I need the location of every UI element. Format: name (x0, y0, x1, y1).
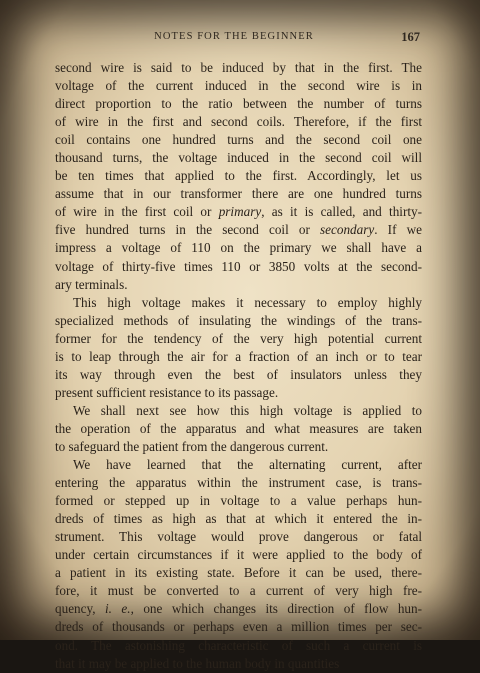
text-line: voltage of the current induced in the second wire is in (55, 78, 422, 94)
text-line: assume that in our transformer there are one hundred turns (55, 186, 422, 202)
text-line: five hundred turns in the second coil or secondary. If we (55, 222, 422, 238)
text-line: We shall next see how this high voltage is applied to (73, 402, 422, 418)
text-line: of wire in the first coil or primary, as it is called, and thirty- (55, 204, 422, 220)
paragraph (55, 294, 422, 402)
page-header (48, 31, 420, 47)
text-line: the operation of the apparatus and what measures are taken (55, 420, 422, 436)
text-line: dreds of thousands or perhaps even a million times per sec- (55, 619, 422, 635)
text-line: formed or stepped up in voltage to a value perhaps hun- (55, 493, 422, 509)
running-head: NOTES FOR THE BEGINNER (154, 31, 314, 42)
text-line: ary terminals. (55, 276, 128, 292)
text-line: a patient in its existing state. Before it can be used, there- (55, 565, 422, 581)
paragraph (55, 402, 422, 456)
text-line: dreds of times as high as that at which it entered the in- (55, 511, 422, 527)
text-line: ond. The astonishing characteristic of such a current is (55, 637, 422, 653)
text-line: of wire in the first and second coils. Therefore, if the first (55, 114, 422, 130)
text-line: We have learned that the alternating current, after (73, 457, 422, 473)
italic-term: secondary (320, 222, 375, 238)
text-line: specialized methods of insulating the windings of the trans- (55, 312, 422, 328)
paragraph (55, 59, 422, 294)
text-line: to safeguard the patient from the dangerous current. (55, 438, 329, 454)
text-line: direct proportion to the ratio between the number of turns (55, 96, 422, 112)
paragraph (55, 456, 422, 673)
italic-term: i. e. (105, 601, 131, 617)
text-line: impress a voltage of 110 on the primary we shall have a (55, 240, 422, 256)
text-line: entering the apparatus within the instrument case, is trans- (55, 475, 422, 491)
text-line: This high voltage makes it necessary to employ highly (73, 294, 422, 310)
italic-term: primary (218, 204, 262, 220)
text-line: strument. This voltage would prove dangerous or fatal (55, 529, 422, 545)
page-number: 167 (401, 30, 420, 44)
text-line: quency, i. e., one which changes its direction of flow hun- (55, 601, 422, 617)
text-line: voltage of thirty-five times 110 or 3850 volts at the second- (55, 258, 422, 274)
text-line: present sufficient resistance to its passage. (55, 384, 279, 400)
text-line: former for the tendency of the very high potential current (55, 330, 422, 346)
text-line: second wire is said to be induced by that in the first. The (55, 60, 422, 75)
body-text (55, 59, 422, 673)
text-line: fore, it must be converted to a current of very high fre- (55, 583, 422, 599)
text-line: thousand turns, the voltage induced in the second coil will (55, 150, 422, 166)
text-line: that it may be applied to the human body in quantities (55, 655, 340, 671)
text-line: be ten times that applied to the first. Accordingly, let us (55, 168, 422, 184)
text-line: under certain circumstances if it were applied to the body of (55, 547, 422, 563)
text-line: coil contains one hundred turns and the second coil one (55, 132, 422, 148)
text-line: its way through even the best of insulators unless they (55, 366, 422, 382)
text-line: is to leap through the air for a fraction of an inch or to tear (55, 348, 422, 364)
